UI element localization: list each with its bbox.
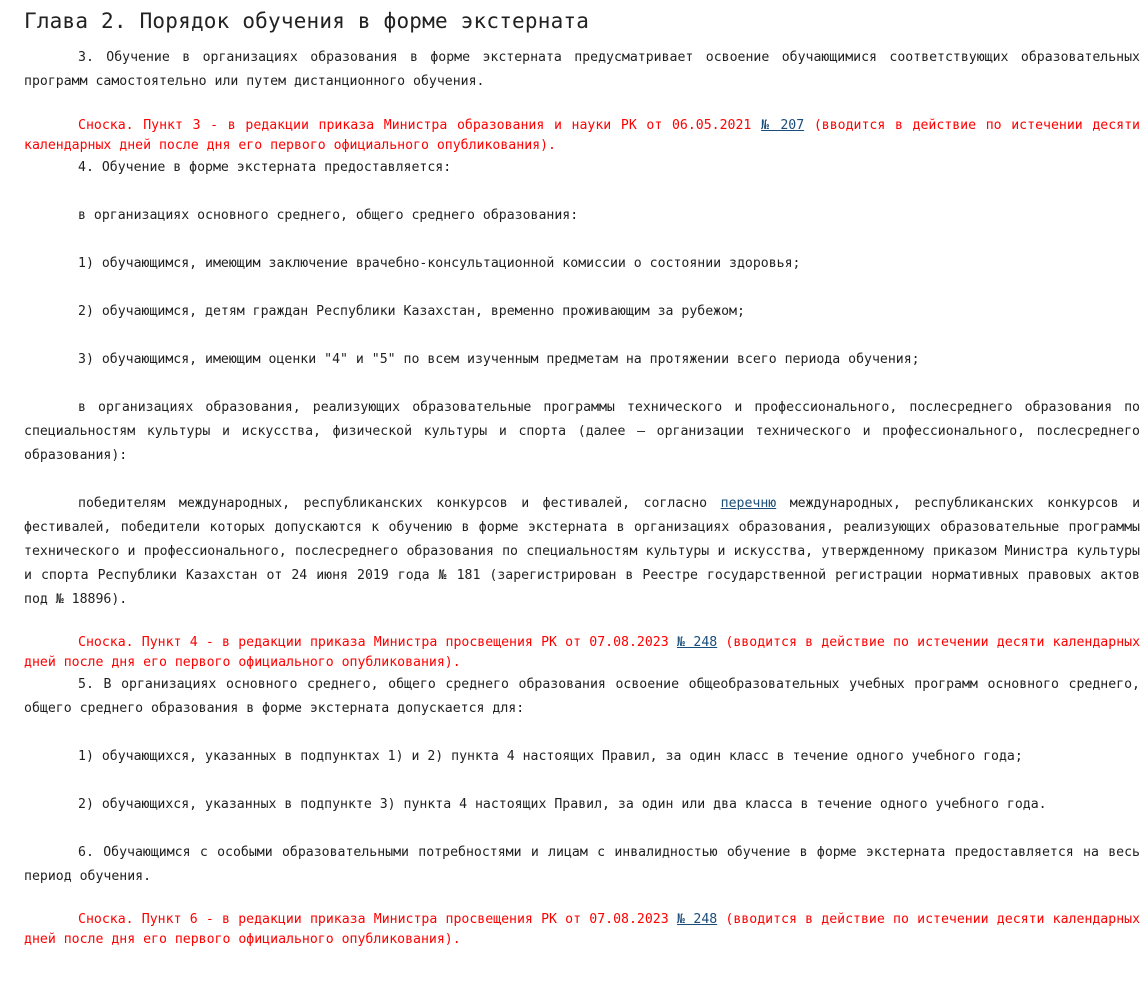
paragraph-text: победителям международных, республиканских конкурсов и фестивалей, согласно (78, 496, 721, 511)
order-link-207[interactable]: № 207 (761, 118, 805, 133)
paragraph-4-winners (24, 492, 1140, 612)
footnote-text: Сноска. Пункт 4 - в редакции приказа Министра просвещения РК от 07.08.2023 (78, 635, 677, 650)
order-link-248[interactable]: № 248 (676, 912, 718, 927)
paragraph-4-general-schools: в организациях основного среднего, общего среднего образования: (78, 208, 579, 223)
footnote-text: Сноска. Пункт 3 - в редакции приказа Министра образования и науки РК от 06.05.2021 (78, 118, 762, 133)
footnote-6 (24, 910, 1140, 950)
paragraph-6: 6. Обучающимся с особыми образовательными потребностями и лицам с инвалидностью обучение в форме экстерната предоставляется на весь период обучения. (24, 845, 1140, 884)
paragraph-3: 3. Обучение в организациях образования в форме экстерната предусматривает освоение обучающимися соответствующих образовательных программ самостоятельно или путем дистанционного обучения. (24, 50, 1140, 89)
paragraph-4: 4. Обучение в форме экстерната предоставляется: (78, 160, 452, 175)
footnote-text: (вводится в действие по истечении десяти календарных дней после дня его первого официального опубликования). (24, 635, 1141, 670)
paragraph-text: международных, республиканских конкурсов и фестивалей, победители которых допускаются к обучению в форме экстерната в организациях образования, реализующих образовательные программы технического и профессионального, послесреднего образования по специальностям культуры и искусства, утвержденному приказом Министра культуры и спорта Республики Казахстан от 24 июня 2019 года № 181 (зарегистрирован в Реестре государственной регистрации нормативных правовых актов под № 18896). (24, 496, 1141, 607)
footnote-text: (вводится в действие по истечении десяти календарных дней после дня его первого официального опубликования). (24, 118, 1140, 153)
paragraph-4-item-2: 2) обучающимся, детям граждан Республики Казахстан, временно проживающим за рубежом; (78, 304, 745, 319)
paragraph-4-item-1: 1) обучающимся, имеющим заключение врачебно-консультационной комиссии о состоянии здоровья; (78, 256, 801, 271)
document-body (24, 0, 1140, 950)
footnote-4 (24, 633, 1140, 673)
footnote-text: (вводится в действие по истечении десяти календарных дней после дня его первого официального опубликования). (24, 912, 1141, 947)
footnote-3 (24, 116, 1140, 156)
paragraph-4-technical-schools: в организациях образования, реализующих образовательные программы технического и профессионального, послесреднего образования по специальностям культуры и искусства, физической культуры и спорта (далее – организации технического и профессионального, послесреднего образования): (24, 400, 1140, 463)
chapter-title: Глава 2. Порядок обучения в форме экстерната (24, 9, 590, 33)
paragraph-4-item-3: 3) обучающимся, имеющим оценки "4" и "5" по всем изученным предметам на протяжении всего периода обучения; (78, 352, 920, 367)
list-link[interactable]: перечню (720, 496, 777, 511)
paragraph-5-item-2: 2) обучающихся, указанных в подпункте 3) пункта 4 настоящих Правил, за один или два класса в течение одного учебного года. (78, 797, 1047, 812)
paragraph-5-item-1: 1) обучающихся, указанных в подпунктах 1) и 2) пункта 4 настоящих Правил, за один класс в течение одного учебного года; (78, 749, 1023, 764)
footnote-text: Сноска. Пункт 6 - в редакции приказа Министра просвещения РК от 07.08.2023 (78, 912, 677, 927)
order-link-248[interactable]: № 248 (676, 635, 718, 650)
paragraph-5: 5. В организациях основного среднего, общего среднего образования освоение общеобразовательных учебных программ основного среднего, общего среднего образования в форме экстерната допускается для: (24, 677, 1140, 716)
